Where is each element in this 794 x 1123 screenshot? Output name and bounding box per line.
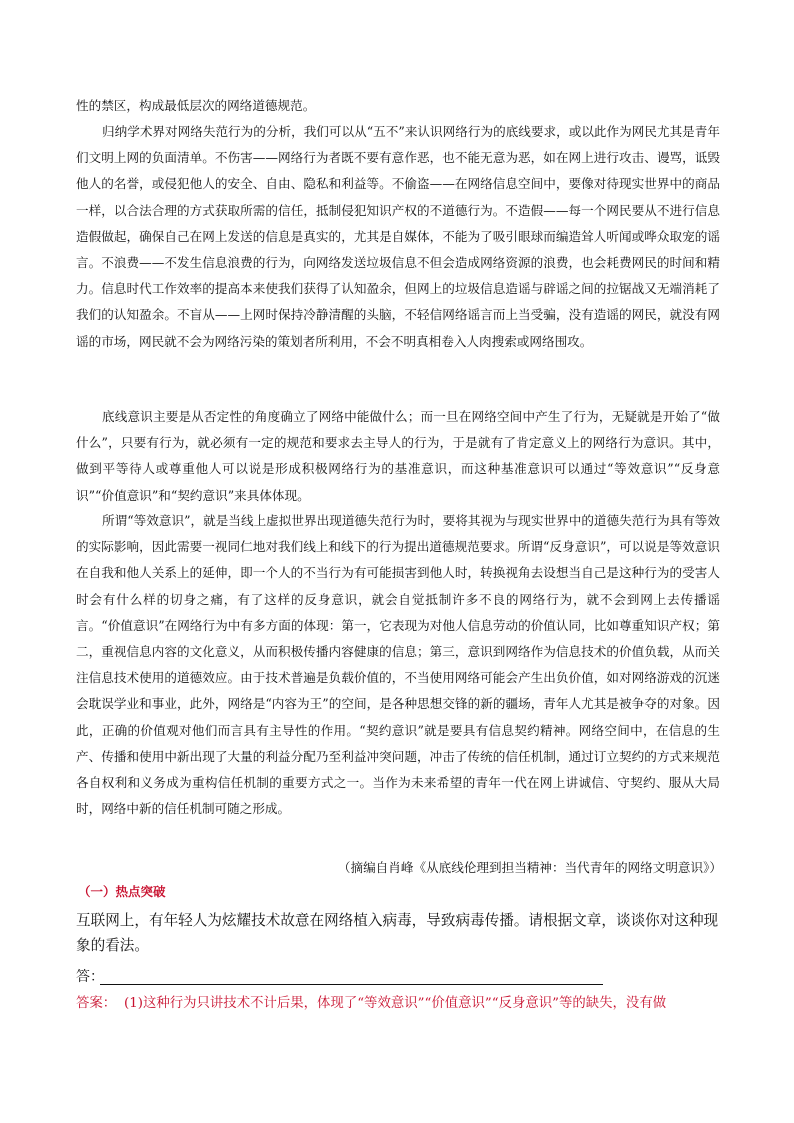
question-text: 互联网上，有年轻人为炫耀技术故意在网络植入病毒，导致病毒传播。请根据文章，谈谈你对这种现象的看法。	[76, 912, 719, 954]
paragraph-bottom-line-awareness: 底线意识主要是从否定性的角度确立了网络中能做什么；而一旦在网络空间中产生了行为，无疑就是开始了“做什么”，只要有行为，就必须有一定的规范和要求去主导人的行为，于是就有了肯定意义上的网络行为意识。其中，做到平等待人或尊重他人可以说是形成积极网络行为的基准意识，而这种基准意识可以通过“等效意识”“反身意识”“价值意识”和“契约意识”来具体体现。	[76, 409, 720, 503]
answer-label: 答：	[76, 969, 104, 985]
section-title: （一）热点突破	[78, 884, 166, 899]
answer-input-line[interactable]	[100, 983, 603, 985]
source-citation: （摘编自肖峰《从底线伦理到担当精神：当代青年的网络文明意识》）	[337, 860, 722, 875]
answer-key	[76, 992, 726, 1016]
paragraph-awareness-types: 所谓“等效意识”，就是当线上虚拟世界出现道德失范行为时，要将其视为与现实世界中的道德失范行为具有等效的实际影响，因此需要一视同仁地对我们线上和线下的行为提出道德规范要求。所谓“反身意识”，可以说是等效意识在自我和他人关系上的延伸，即一个人的不当行为有可能损害到他人时，转换视角去设想当自己是这种行为的受害人时会有什么样的切身之痛，有了这样的反身意识，就会自觉抵制许多不良的网络行为，就不会到网上去传播谣言。“价值意识”在网络行为中有多方面的体现：第一，它表现为对他人信息劳动的价值认同，比如尊重知识产权；第二，重视信息内容的文化意义，从而积极传播内容健康的信息；第三，意识到网络作为信息技术的价值负载，从而关注信息技术使用的道德效应。由于技术普遍是负载价值的，不当使用网络可能会产生出负价值，如对网络游戏的沉迷会耽误学业和事业，此外，网络是“内容为王”的空间，是各种思想交锋的新的疆场，青年人尤其是被争夺的对象。因此，正确的价值观对他们而言具有主导性的作用。“契约意识”就是要具有信息契约精神。网络空间中，在信息的生产、传播和使用中新出现了大量的利益分配乃至利益冲突问题，冲击了传统的信任机制，通过订立契约的方式来规范各自权利和义务成为重构信任机制的重要方式之一。当作为未来希望的青年一代在网上讲诚信、守契约、服从大局时，网络中新的信任机制可随之形成。	[76, 513, 720, 817]
answer-key-label: 答案：	[76, 996, 117, 1011]
answer-key-text: (1)这种行为只讲技术不计后果，体现了“等效意识”“价值意识”“反身意识”等的缺失，没有做	[124, 996, 667, 1011]
paragraph-five-nos: 归纳学术界对网络失范行为的分析，我们可以从“五不”来认识网络行为的底线要求，或以此作为网民尤其是青年们文明上网的负面清单。不伤害——网络行为者既不要有意作恶，也不能无意为恶，如在网上进行攻击、谩骂，诋毁他人的名誉，或侵犯他人的安全、自由、隐私和利益等。不偷盗——在网络信息空间中，要像对待现实世界中的商品一样，以合法合理的方式获取所需的信任，抵制侵犯知识产权的不道德行为。不造假——每一个网民要从不进行信息造假做起，确保自己在网上发送的信息是真实的，尤其是自媒体，不能为了吸引眼球而编造耸人听闻或哗众取宠的谣言。不浪费——不发生信息浪费的行为，向网络发送垃圾信息不但会造成网络资源的浪费，也会耗费网民的时间和精力。信息时代工作效率的提高本来使我们获得了认知盈余，但网上的垃圾信息造谣与辟谣之间的拉锯战又无端消耗了我们的认知盈余。不盲从——上网时保持冷静清醒的头脑，不轻信网络谣言而上当受骗，没有造谣的网民，就没有网谣的市场，网民就不会为网络污染的策划者所利用，不会不明真相卷入人肉搜索或网络围攻。	[76, 124, 720, 349]
paragraph-continuation: 性的禁区，构成最低层次的网络道德规范。	[76, 98, 316, 113]
